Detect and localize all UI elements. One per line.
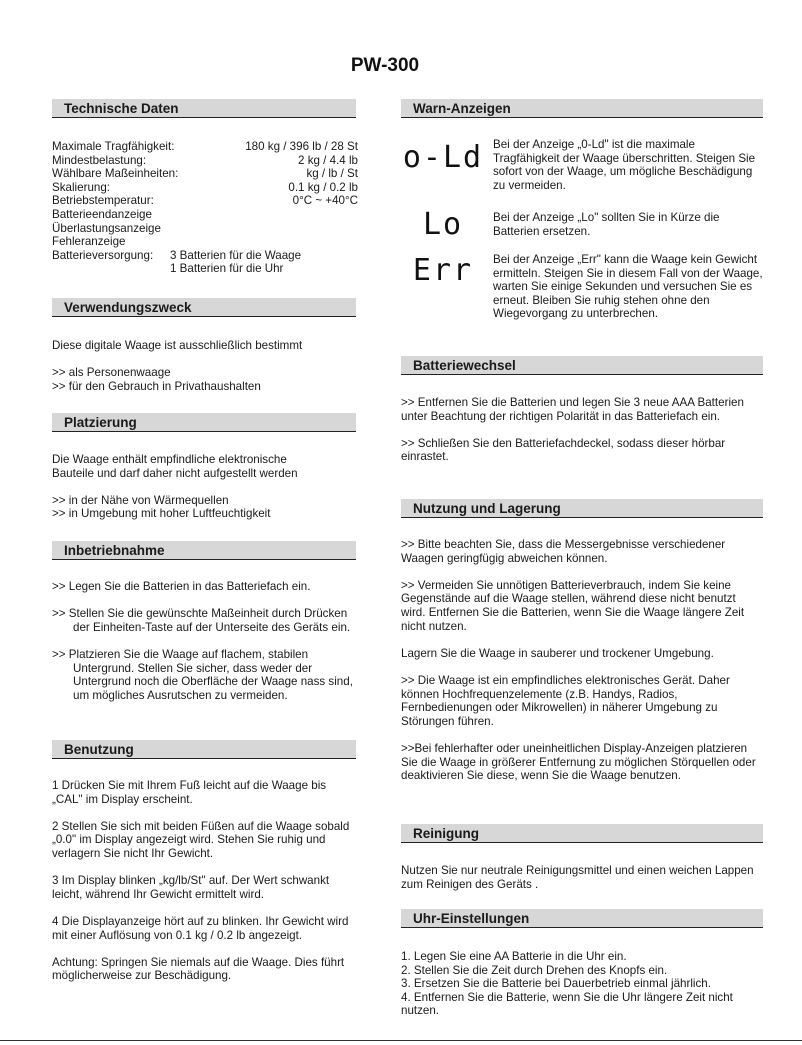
display-low-battery-icon: Lo [422, 207, 464, 242]
heading-reinigung: Reinigung [401, 824, 763, 843]
spec-row: Wählbare Maßeinheiten: kg / lb / St [52, 167, 358, 181]
heading-nutzung-lagerung: Nutzung und Lagerung [401, 499, 763, 518]
warning-text: Bei der Anzeige „Lo" sollten Sie in Kürze die Batterien ersetzen. [493, 211, 720, 238]
spec-row: Maximale Tragfähigkeit: 180 kg / 396 lb / 28 St [52, 140, 358, 153]
spec-extra: Fehleranzeige [52, 235, 126, 249]
warning-text: Bei der Anzeige „Err" kann die Waage kein Gewicht ermitteln. Steigen Sie in diesem Fall von der Waage, warten Sie einige Sekunden und versuchen Sie es erneut. Bleiben Sie ruhig stehen ohne den Wiegevorgang zu unterbrechen. [493, 253, 763, 321]
batteriewechsel-text: >> Entfernen Sie die Batterien und legen Sie 3 neue AAA Batterien unter Beachtung der richtigen Polarität in das Batteriefach ein. >> Schließen Sie den Batteriefachdeckel, sodass dieser hörbar einrastet. [401, 396, 744, 464]
spec-extra: Überlastungsanzeige [52, 221, 161, 235]
heading-uhr-einstellungen: Uhr-Einstellungen [401, 909, 763, 928]
page-divider [0, 1040, 802, 1041]
benutzung-text: 1 Drücken Sie mit Ihrem Fuß leicht auf die Waage bis „CAL" im Display erscheint. 2 Stellen Sie sich mit beiden Füßen auf die Waage sobald „0.0" im Display angezeigt wird. Stehen Sie ruhig und verlagern Sie nicht Ihr Gewicht. 3 Im Display blinken „kg/lb/St" auf. Der Wert schwankt leicht, während Ihr Gewicht ermittelt wird. 4 Die Displayanzeige hört auf zu blinken. Ihr Gewicht wird mit einer Auflösung von 0.1 kg / 0.2 lb angezeigt. Achtung: Springen Sie niemals auf die Waage. Dies führt möglicherweise zur Beschädigung. [52, 779, 350, 983]
spec-row: Skalierung: 0.1 kg / 0.2 lb [52, 180, 358, 194]
verwendungszweck-text: Diese digitale Waage ist ausschließlich bestimmt >> als Personenwaage >> für den Gebrauch in Privathaushalten [52, 339, 303, 393]
heading-technische-daten: Technische Daten [52, 99, 356, 118]
spec-extra: Batterieendanzeige [52, 207, 152, 221]
heading-platzierung: Platzierung [52, 413, 356, 432]
battery-supply: Batterieversorgung: 3 Batterien für die Waage 1 Batterien für die Uhr [52, 248, 302, 276]
uhr-text: 1. Legen Sie eine AA Batterie in die Uhr ein. 2. Stellen Sie die Zeit durch Drehen des Knopfs ein. 3. Ersetzen Sie die Batterie bei Dauerbetrieb einmal jährlich. 4. Entfernen Sie die Batterie, wenn Sie die Uhr längere Zeit nicht nutzen. [401, 950, 733, 1018]
platzierung-text: Die Waage enthält empfindliche elektronische Bauteile und darf daher nicht aufgestellt werden >> in der Nähe von Wärmequellen >> in Umgebung mit hoher Luftfeuchtigkeit [52, 453, 298, 521]
heading-inbetriebnahme: Inbetriebnahme [52, 541, 356, 560]
page-title: PW-300 [350, 55, 420, 76]
warning-text: Bei der Anzeige „0-Ld" ist die maximale Tragfähigkeit der Waage überschritten. Steigen Sie sofort von der Waage, um mögliche Beschädigung zu vermeiden. [493, 138, 756, 192]
heading-verwendungszweck: Verwendungszweck [52, 298, 356, 317]
reinigung-text: Nutzen Sie nur neutrale Reinigungsmittel und einen weichen Lappen zum Reinigen des Geräts . [401, 864, 754, 891]
display-overload-icon: o-Ld [402, 140, 484, 175]
spec-list [52, 140, 358, 276]
nutzung-text: >> Bitte beachten Sie, dass die Messergebnisse verschiedener Waagen geringfügig abweichen können. >> Vermeiden Sie unnötigen Batterieverbrauch, indem Sie keine Gegenstände auf die Waage stellen, während diese nicht benutzt wird. Entfernen Sie die Batterien, wenn Sie die Waage längere Zeit nicht nutzen. Lagern Sie die Waage in sauberer und trockener Umgebung. >> Die Waage ist ein empfindliches elektronisches Gerät. Daher können Hochfrequenzelemente (z.B. Handys, Radios, Fernbedienungen oder Mikrowellen) in näherer Umgebung zu Störungen führen. >>Bei fehlerhafter oder uneinheitlichen Display-Anzeigen platzieren Sie die Waage in größerer Entfernung zu möglichen Störquellen oder deaktivieren Sie diese, wenn Sie die Waage benutzen. [401, 538, 756, 783]
heading-benutzung: Benutzung [52, 740, 356, 759]
spec-row: Mindestbelastung: 2 kg / 4.4 lb [52, 153, 358, 167]
spec-row: Betriebstemperatur: 0°C ~ +40°C [52, 194, 358, 208]
heading-batteriewechsel: Batteriewechsel [401, 356, 763, 375]
inbetriebnahme-text: >> Legen Sie die Batterien in das Batteriefach ein. >> Stellen Sie die gewünschte Maßeinheit durch Drücken der Einheiten-Taste auf der Unterseite des Geräts ein. >> Platzieren Sie die Waage auf flachem, stabilen Untergrund. Stellen Sie sicher, dass weder der Untergrund noch die Oberfläche der Waage nass sind, um mögliches Ausrutschen zu vermeiden. [52, 580, 353, 702]
heading-warn-anzeigen: Warn-Anzeigen [401, 99, 763, 118]
display-error-icon: Err [412, 253, 474, 288]
